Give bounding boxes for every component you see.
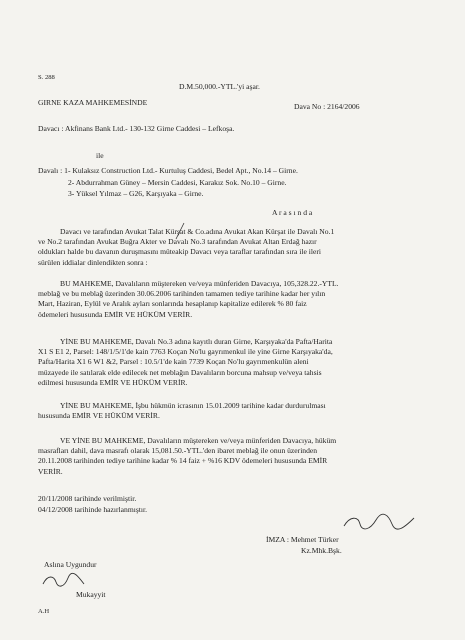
versus-word: ile (96, 151, 104, 160)
paragraph-line: ödemeleri hususunda EMİR VE HÜKÜM VERİR. (38, 309, 193, 319)
plaintiff-line: Davacı : Akfinans Bank Ltd.- 130-132 Girne Caddesi – Lefkoşa. (38, 124, 235, 133)
case-number: Dava No : 2164/2006 (294, 102, 360, 111)
paragraph-line: meblağ ve bu meblağ üzerinden 30.06.2006 tarihinden tamamen tediye tarihine kadar her yılın (38, 289, 326, 299)
paragraph-line: BU MAHKEME, Davalıların müştereken ve/veya münferiden Davacıya, 105,328.22.-YTL. (60, 279, 339, 288)
paragraph-order-1 (38, 279, 424, 320)
paragraph-line: YİNE BU MAHKEME, Davalı No.3 adına kayıtlı duran Girne, Karşıyaka'da Pafta/Harita (60, 337, 333, 346)
initials: A.H (38, 608, 50, 615)
clerk-signature-icon (40, 572, 88, 590)
signature-line: İMZA : Mehmet Türker (266, 535, 339, 544)
paragraph-line: müzayede ile satılarak elde edilecek net meblağın Davalıların borcuna mahsup ve/veya tahsis (38, 367, 322, 377)
date-given: 20/11/2008 tarihinde verilmiştir. (38, 494, 137, 503)
paragraph-line: edilmesi hususunda EMİR VE HÜKÜM VERİR. (38, 377, 188, 387)
date-prepared: 04/12/2008 tarihinde hazırlanmıştır. (38, 505, 148, 514)
paragraph-line: Pafta/Harita X1 6 W1 &2, Parsel : 10.5/1'de kain 7739 Koçan No'lu gayrımenkulün aleni (38, 357, 309, 367)
fee-note: D.M.50,000.-YTL.'yi aşar. (179, 82, 260, 91)
paragraph-order-3 (38, 401, 424, 421)
paragraph-line: VE YİNE BU MAHKEME, Davalıların müştereken ve/veya münferiden Davacıya, hüküm (60, 436, 337, 445)
paragraph-line: Davacı ve tarafından Avukat Talat Kürşat & Co.adına Avukat Akan Kürşat ile Davalı No.1 (60, 227, 335, 236)
paragraph-line: Mart, Haziran, Eylül ve Aralık ayları sonlarında hesaplanıp kapitalize edilerek % 80 faiz (38, 299, 307, 309)
paragraph-line: 20.11.2008 tarihinden tediye tarihine kadar % 14 faiz + %16 KDV ödemeleri hususunda EMİR (38, 456, 328, 466)
certified-copy-note: Aslına Uygundur (44, 560, 97, 569)
judge-signature-icon (340, 512, 420, 532)
defendant-2: 2- Abdurrahman Güney – Mersin Caddesi, Karakız Sok. No.10 – Girne. (68, 178, 287, 187)
paragraph-order-2 (38, 337, 424, 388)
paragraph-line: masrafları dahil, dava masrafı olarak 15,081.50.-YTL.'den ibaret meblağ ile onun üzerinden (38, 446, 318, 456)
defendant-3: 3- Yüksel Yılmaz – G26, Karşıyaka – Girne. (68, 189, 204, 198)
paragraph-line: X1 S E1 2, Parsel: 148/1/5/1'de kain 7763 Koçan No'lu gayrımenkul ile yine Girne Karşıyaka'da, (38, 347, 333, 357)
paragraph-line: sürülen iddialar dinlendikten sonra : (38, 257, 148, 267)
between-heading: A r a s ı n d a (272, 208, 313, 217)
paragraph-hearing (38, 227, 424, 268)
paragraph-line: ve No.2 tarafından Avukat Buğra Akter ve Davalı No.3 tarafından Avukat Altan Erdağ hazır (38, 237, 317, 247)
court-name: GIRNE KAZA MAHKEMESİNDE (38, 98, 148, 107)
handwritten-mark-icon (174, 221, 186, 241)
paragraph-line: YİNE BU MAHKEME, İşbu hükmün icrasının 15.01.2009 tarihine kadar durdurulması (60, 401, 326, 410)
paragraph-order-4 (38, 436, 424, 477)
paragraph-line: oldukları halde bu davanın duruşmasını müteakip Davacı veya taraflar tarafından sıra ile ileri (38, 247, 321, 257)
signature-title: Kz.Mhk.Bşk. (301, 546, 342, 555)
clerk-label: Mukayyit (76, 590, 106, 599)
paragraph-line: VERİR. (38, 466, 63, 476)
reference-number: S. 288 (38, 74, 55, 81)
defendant-1: Davalı : 1- Kulaksız Construction Ltd.- Kurtuluş Caddesi, Bedel Apt., No.14 – Girne. (38, 166, 298, 175)
paragraph-line: hususunda EMİR VE HÜKÜM VERİR. (38, 411, 160, 421)
